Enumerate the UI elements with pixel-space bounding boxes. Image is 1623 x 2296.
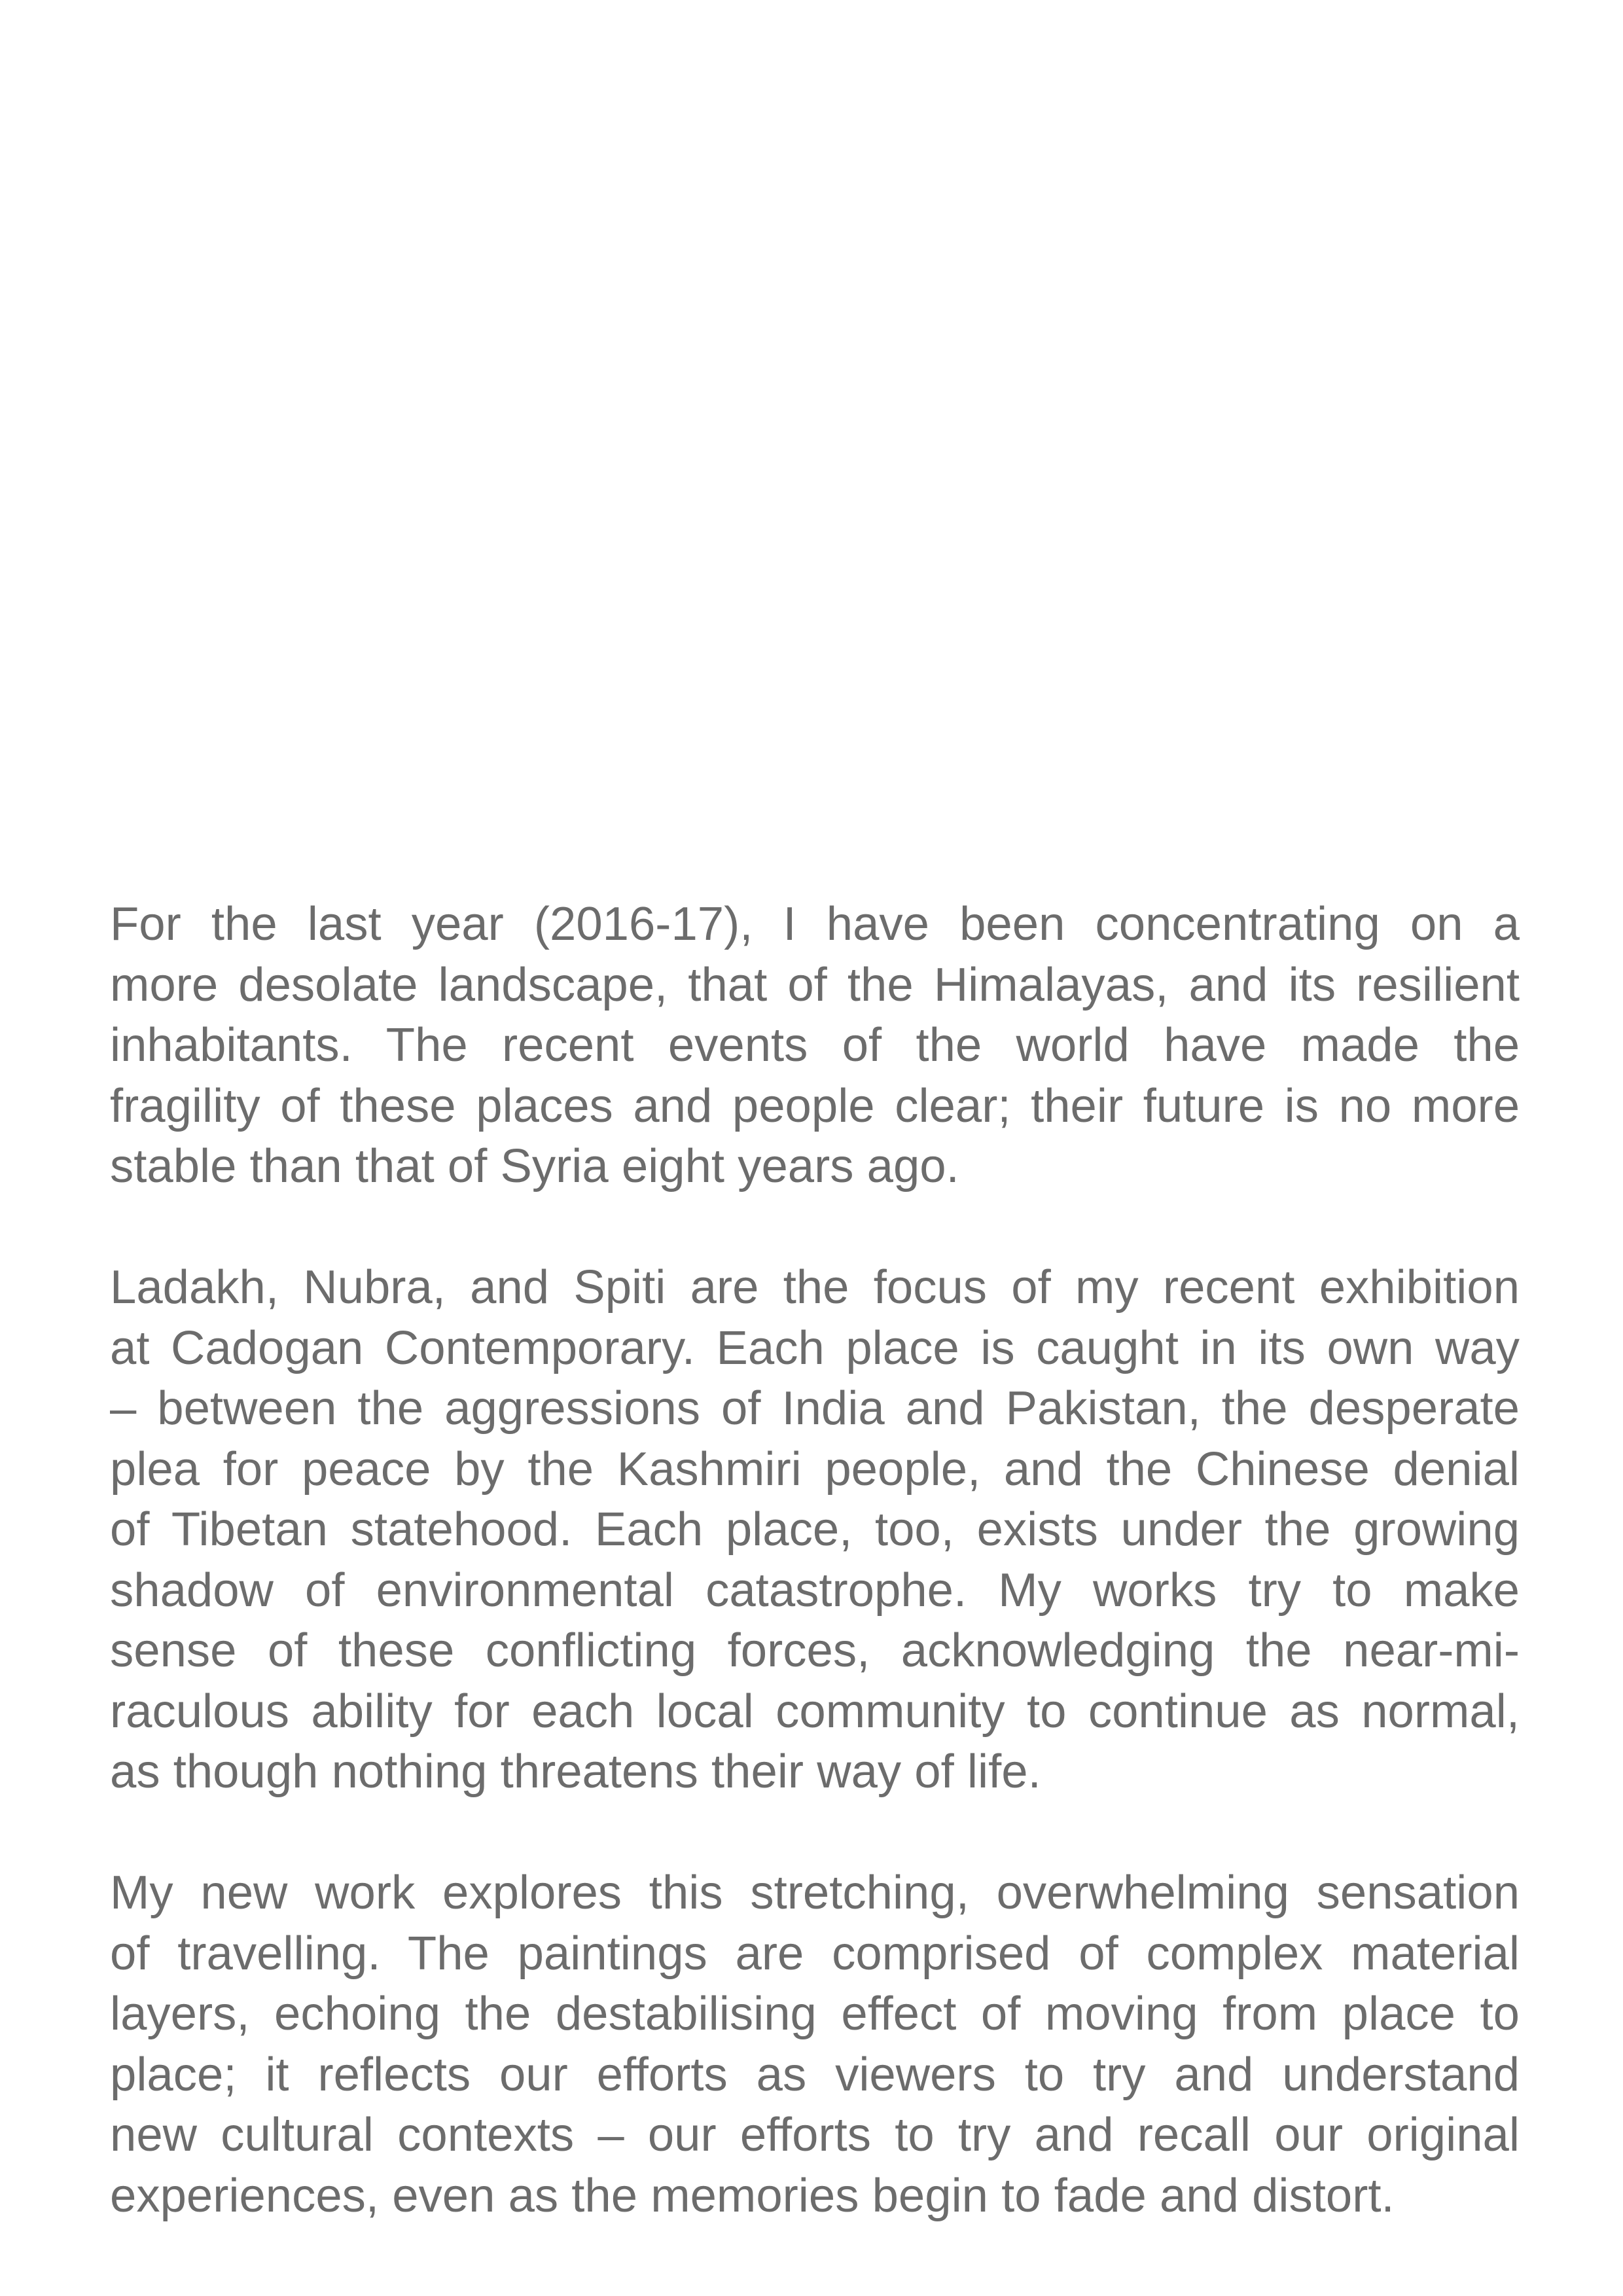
text-line: sense of these conflicting forces, acknowledging the near-mi- [110,1624,1520,1677]
artist-statement [110,894,1520,2226]
text-line: plea for peace by the Kashmiri people, and the Chinese denial [110,1442,1520,1496]
text-line: My new work explores this stretching, overwhelming sensation [110,1866,1520,1919]
paragraph-3 [110,1863,1520,2226]
text-line: fragility of these places and people clear; their future is no more [110,1079,1520,1132]
text-line: of Tibetan statehood. Each place, too, exists under the growing [110,1503,1520,1556]
text-line: Ladakh, Nubra, and Spiti are the focus of my recent exhibition [110,1261,1520,1314]
paragraph-1 [110,894,1520,1197]
text-line: as though nothing threatens their way of life. [110,1745,1041,1798]
paragraph-gap [110,1197,1520,1258]
text-line: more desolate landscape, that of the Himalayas, and its resilient [110,958,1520,1011]
text-line: stable than that of Syria eight years ago. [110,1139,959,1193]
text-line: at Cadogan Contemporary. Each place is caught in its own way [110,1321,1520,1374]
text-line: new cultural contexts – our efforts to try and recall our original [110,2108,1520,2161]
paragraph-gap [110,1803,1520,1863]
text-line: For the last year (2016-17), I have been concentrating on a [110,897,1520,950]
text-line: experiences, even as the memories begin to fade and distort. [110,2168,1395,2222]
text-line: layers, echoing the destabilising effect of moving from place to [110,1987,1520,2040]
text-line: inhabitants. The recent events of the world have made the [110,1018,1520,1071]
text-line: shadow of environmental catastrophe. My works try to make [110,1563,1520,1617]
text-line: of travelling. The paintings are comprised of complex material [110,1926,1520,1980]
text-line: – between the aggressions of India and Pakistan, the desperate [110,1382,1520,1435]
text-line: place; it reflects our efforts as viewers to try and understand [110,2047,1520,2101]
paragraph-2 [110,1257,1520,1803]
text-line: raculous ability for each local community to continue as normal, [110,1684,1520,1738]
